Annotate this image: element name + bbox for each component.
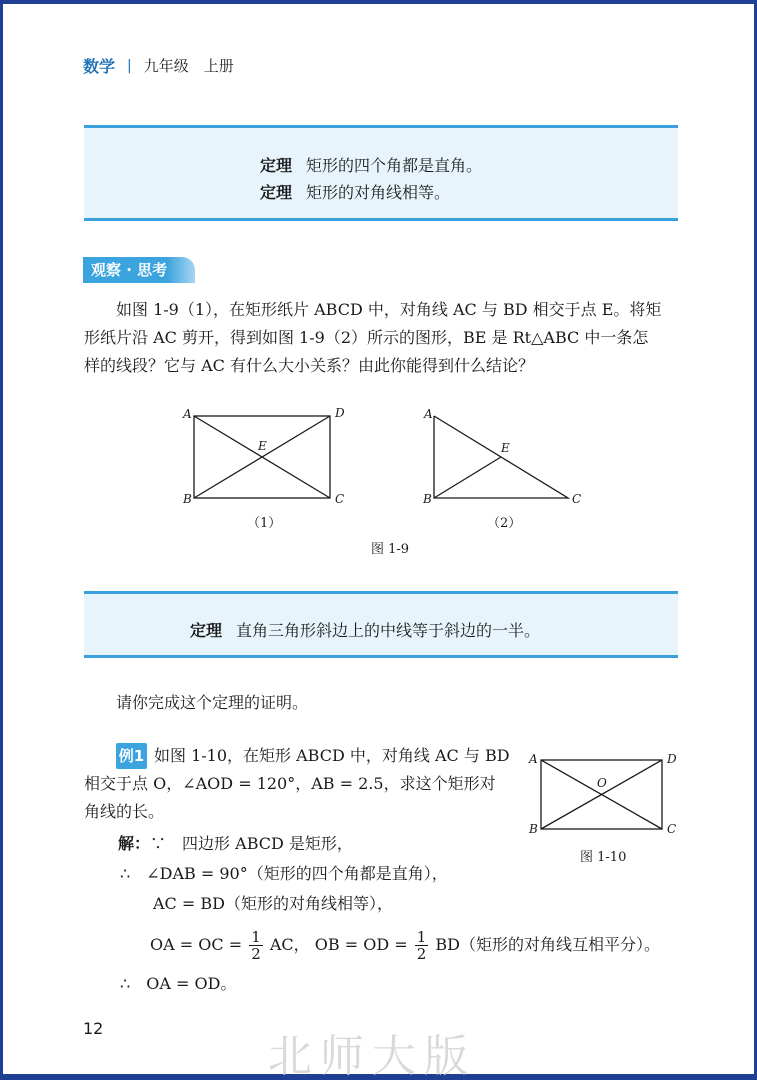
observe-line-3: 样的线段？它与 AC 有什么大小关系？由此你能得到什么结论？ — [84, 356, 534, 375]
fig10-label-a: A — [529, 752, 538, 766]
example-line-3: 角线的长。 — [84, 802, 165, 821]
theorem-label: 定理 — [190, 621, 223, 640]
fig9b-label-e: E — [501, 441, 510, 455]
fig10-label-d: D — [667, 752, 677, 766]
fig10-caption: 图 1-10 — [580, 850, 627, 865]
example-tag: 例1 — [116, 743, 147, 769]
fig9-label-a: A — [183, 407, 192, 421]
fig9b-label-b: B — [423, 492, 432, 506]
fraction-one-half-2: $\frac{1}{2}$ — [416, 928, 427, 963]
watermark: 北师大版 — [268, 1031, 476, 1082]
solution-line-2 — [120, 860, 448, 888]
solution-text-5: OA = OD。 — [146, 974, 237, 993]
solution-line-3: AC = BD（矩形的对角线相等）， — [153, 894, 393, 913]
because-symbol: ∵ — [150, 834, 167, 853]
fig9b-label-a: A — [424, 407, 433, 421]
solution-text-4c: OB = OD = — [314, 935, 408, 954]
solution-text-1: 四边形 ABCD 是矩形， — [182, 834, 353, 853]
solution-label: 解： — [118, 834, 151, 853]
observe-line-1: 如图 1-9（1），在矩形纸片 ABCD 中，对角线 AC 与 BD 相交于点 E。将矩 — [116, 300, 662, 319]
therefore-symbol-2: ∴ — [120, 974, 131, 993]
fig9b-label-c: C — [572, 492, 582, 506]
figure-1-9-median-be — [434, 457, 501, 498]
fig9-label-d: D — [335, 406, 345, 420]
fig10-label-c: C — [667, 822, 677, 836]
solution-text-4a: OA = OC = — [150, 935, 243, 954]
theorem-line-3 — [190, 618, 540, 641]
fraction-one-half: $\frac{1}{2}$ — [251, 928, 261, 963]
solution-text-4b: AC， — [269, 935, 310, 954]
solution-line-5 — [120, 970, 236, 998]
solution-line-4 — [150, 928, 660, 962]
page-number: 12 — [83, 1019, 104, 1038]
theorem-text: 矩形的对角线相等。 — [306, 183, 451, 202]
fig9-label-b: B — [183, 492, 192, 506]
fig9-label-c: C — [335, 492, 345, 506]
theorem-box-2 — [84, 591, 678, 658]
header-separator: | — [127, 57, 132, 74]
solution-line-1 — [118, 830, 353, 858]
proof-prompt: 请你完成这个定理的证明。 — [116, 693, 309, 712]
fig9-label-e: E — [258, 439, 267, 453]
section-tag-observe-think: 观察 · 思考 — [83, 257, 195, 283]
example-line-1: 如图 1-10，在矩形 ABCD 中，对角线 AC 与 BD — [154, 746, 510, 765]
theorem-text: 直角三角形斜边上的中线等于斜边的一半。 — [236, 621, 541, 640]
fig9-caption: 图 1-9 — [371, 542, 410, 557]
theorem-text: 矩形的四个角都是直角。 — [306, 156, 483, 175]
fig9-subcaption-2: （2） — [487, 516, 522, 531]
fig10-label-o: O — [597, 776, 607, 790]
theorem-label: 定理 — [260, 183, 293, 202]
solution-text-4d: BD（矩形的对角线互相平分）。 — [435, 935, 660, 954]
fig9-subcaption-1: （1） — [247, 516, 282, 531]
fig10-label-b: B — [529, 822, 538, 836]
observe-line-2: 形纸片沿 AC 剪开，得到如图 1-9（2）所示的图形，BE 是 Rt△ABC 中一条怎 — [84, 328, 649, 347]
example-line-2: 相交于点 O，∠AOD = 120°，AB = 2.5，求这个矩形对 — [84, 774, 496, 793]
header-grade: 九年级 上册 — [143, 57, 234, 75]
solution-text-2: ∠DAB = 90°（矩形的四个角都是直角）， — [146, 864, 448, 883]
header-subject: 数学 — [83, 57, 116, 76]
theorem-label: 定理 — [260, 156, 293, 175]
therefore-symbol: ∴ — [120, 864, 131, 883]
